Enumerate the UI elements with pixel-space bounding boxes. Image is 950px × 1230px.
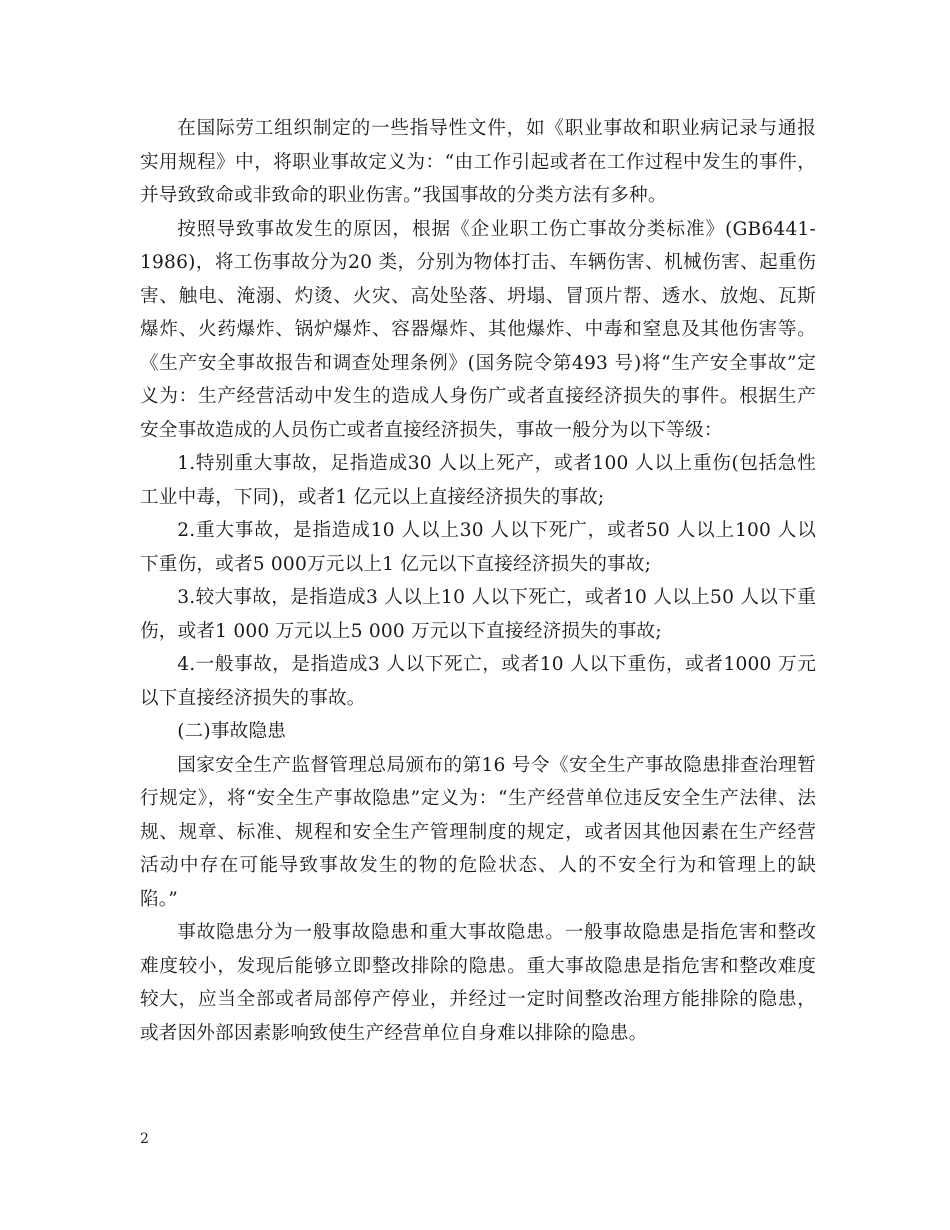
paragraph-grade-1: 1.特别重大事故，足指造成30 人以上死产，或者100 人以上重伤(包括急性工业中毒，下同)，或者1 亿元以上直接经济损失的事故; <box>140 453 816 508</box>
page-number: 2 <box>140 1131 149 1147</box>
paragraph-grade-3: 3.较大事故，是指造成3 人以上10 人以下死亡，或者10 人以上50 人以下重伤，或者1 000 万元以上5 000 万元以下直接经济损失的事故; <box>140 587 816 642</box>
section-heading-hidden-hazards: (二)事故隐患 <box>177 721 287 742</box>
paragraph-grade-4: 4.一般事故，是指造成3 人以下死亡，或者10 人以下重伤，或者1000 万元以下直接经济损失的事故。 <box>140 654 816 709</box>
document-body <box>140 112 816 1050</box>
paragraph-hazard-types: 事故隐患分为一般事故隐患和重大事故隐患。一般事故隐患是指危害和整改难度较小，发现后能够立即整改排除的隐患。重大事故隐患是指危害和整改难度较大，应当全部或者局部停产停业，并经过一定时间整改治理方能排除的隐患，或者因外部因素影响致使生产经营单位自身难以排除的隐患。 <box>140 922 816 1044</box>
paragraph-accident-classification: 按照导致事故发生的原因，根据《企业职工伤亡事故分类标准》(GB6441-1986)，将工伤事故分为20 类，分别为物体打击、车辆伤害、机械伤害、起重伤害、触电、淹溺、灼烫、火灾、高处坠落、坍塌、冒顶片帮、透水、放炮、瓦斯爆炸、火药爆炸、锅炉爆炸、容器爆炸、其他爆炸、中毒和窒息及其他伤害等。《生产安全事故报告和调查处理条例》(国务院令第493 号)将“生产安全事故”定义为：生产经营活动中发生的造成人身伤广或者直接经济损失的事件。根据生产安全事故造成的人员伤亡或者直接经济损失，事故一般分为以下等级： <box>140 218 816 441</box>
paragraph-ilo-definition: 在国际劳工组织制定的一些指导性文件，如《职业事故和职业病记录与通报实用规程》中，将职业事故定义为：“由工作引起或者在工作过程中发生的事件，并导致致命或非致命的职业伤害。”我国事故的分类方法有多种。 <box>140 118 816 206</box>
paragraph-hazard-definition: 国家安全生产监督管理总局颁布的第16 号令《安全生产事故隐患排查治理暂行规定》，将“安全生产事故隐患”定义为：“生产经营单位违反安全生产法律、法规、规章、标准、规程和安全生产管理制度的规定，或者因其他因素在生产经营活动中存在可能导致事故发生的物的危险状态、人的不安全行为和管理上的缺陷。” <box>140 754 816 910</box>
paragraph-grade-2: 2.重大事故，是指造成10 人以上30 人以下死广，或者50 人以上100 人以下重伤，或者5 000万元以上1 亿元以下直接经济损失的事故; <box>140 520 816 575</box>
